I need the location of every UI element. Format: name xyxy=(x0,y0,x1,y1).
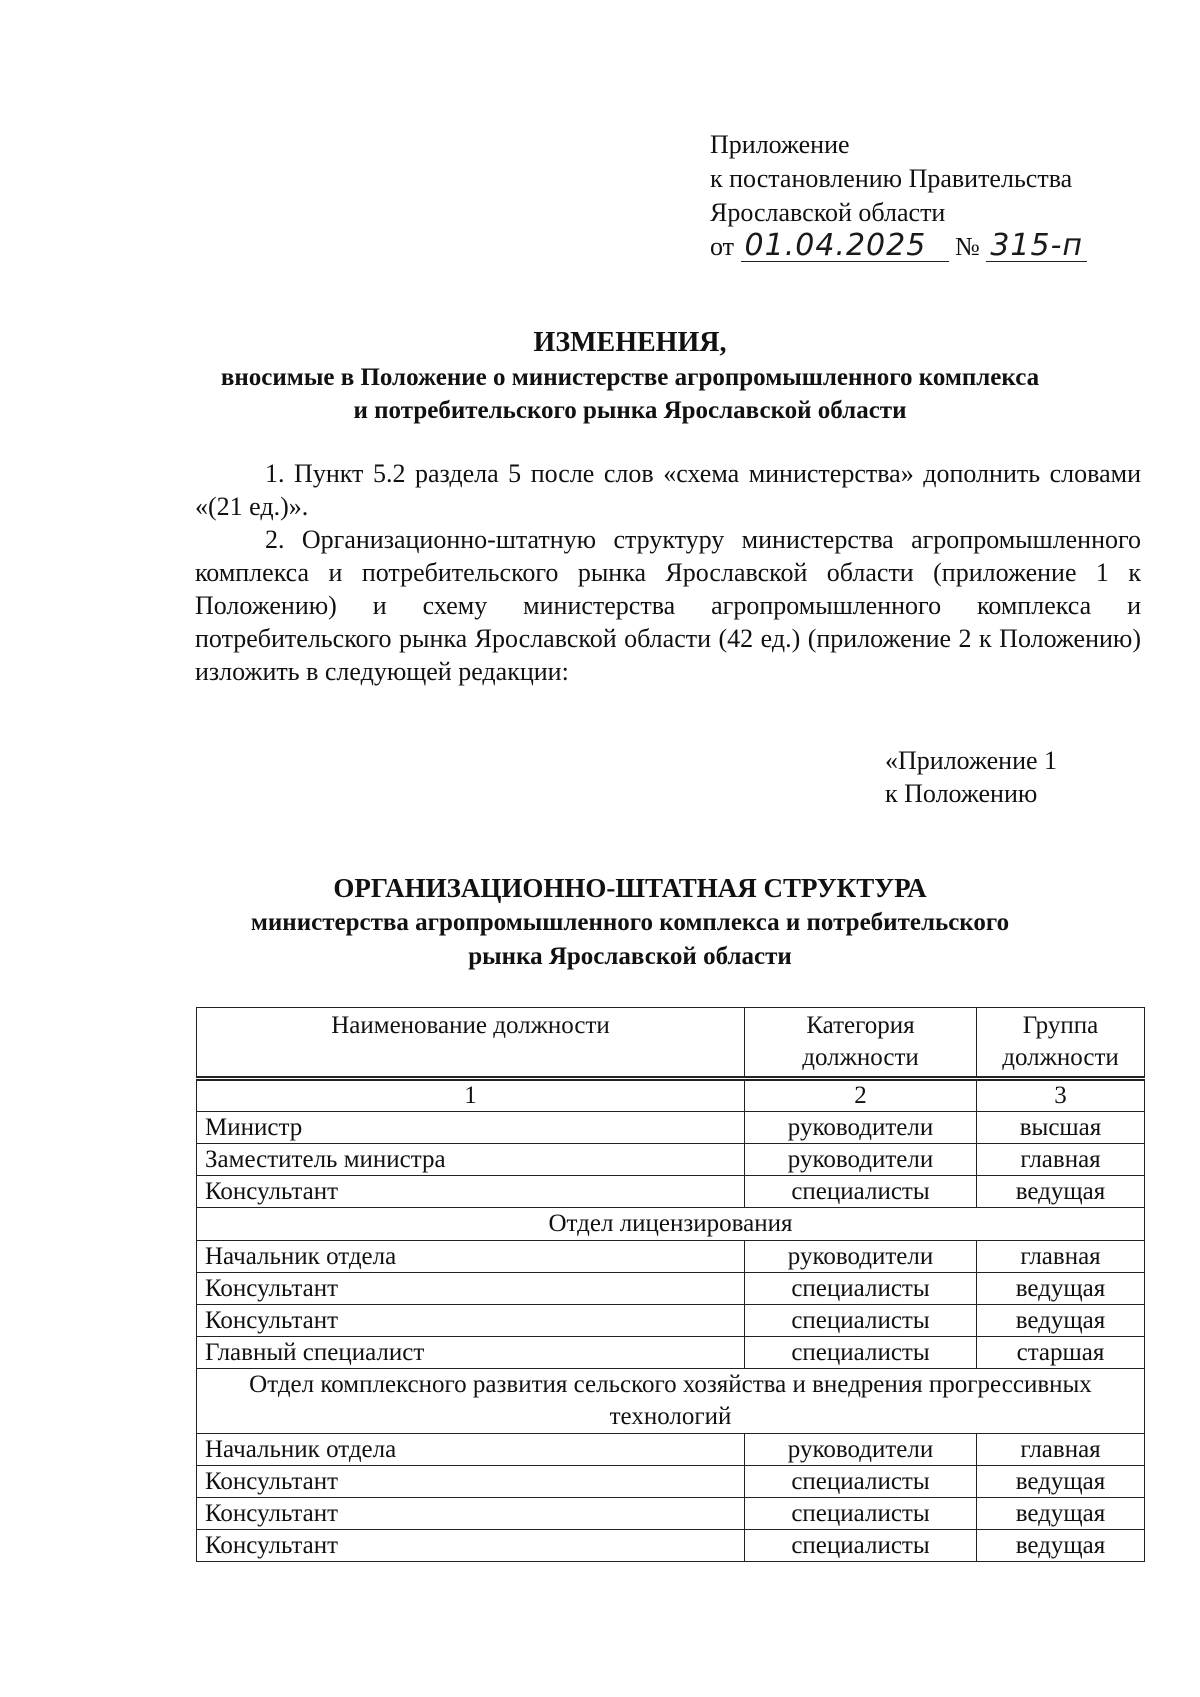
category-cell: специалисты xyxy=(745,1176,977,1208)
category-cell: специалисты xyxy=(745,1498,977,1530)
appendix-1-line-1: «Приложение 1 xyxy=(885,746,1058,775)
section-row xyxy=(197,1208,1145,1241)
title-sub-2: и потребительского рынка Ярославской области xyxy=(353,397,907,424)
position-name-cell: Начальник отдела xyxy=(197,1241,745,1273)
group-cell: ведущая xyxy=(977,1176,1145,1208)
table-row xyxy=(197,1112,1145,1144)
handwritten-number: 315-п xyxy=(986,231,1087,262)
structure-title-sub-1: министерства агропромышленного комплекса и потребительского xyxy=(250,909,1010,936)
handwritten-date: 01.04.2025 xyxy=(741,231,949,262)
group-cell: ведущая xyxy=(977,1305,1145,1337)
section-title: Отдел комплексного развития сельского хозяйства и внедрения прогрессивных технологий xyxy=(197,1369,1145,1434)
annex-line-3: Ярославской области xyxy=(710,198,946,227)
appendix-1-header xyxy=(885,744,1057,810)
position-name-cell: Консультант xyxy=(197,1466,745,1498)
group-cell: ведущая xyxy=(977,1273,1145,1305)
category-cell: специалисты xyxy=(745,1530,977,1562)
title-main: ИЗМЕНЕНИЯ, xyxy=(533,327,727,358)
annex-line-2: к постановлению Правительства xyxy=(710,164,1073,193)
appendix-1-line-2: к Положению xyxy=(885,779,1038,808)
section-row xyxy=(197,1369,1145,1434)
position-name-cell: Консультант xyxy=(197,1498,745,1530)
category-cell: руководители xyxy=(745,1112,977,1144)
group-cell: главная xyxy=(977,1434,1145,1466)
column-number-3: 3 xyxy=(977,1079,1145,1112)
table-row xyxy=(197,1530,1145,1562)
table-header-row xyxy=(197,1008,1145,1079)
category-cell: специалисты xyxy=(745,1466,977,1498)
structure-title xyxy=(150,870,1110,974)
table-row xyxy=(197,1434,1145,1466)
table-row xyxy=(197,1273,1145,1305)
category-cell: руководители xyxy=(745,1241,977,1273)
column-number-2: 2 xyxy=(745,1079,977,1112)
body-text xyxy=(195,457,1141,688)
category-cell: специалисты xyxy=(745,1305,977,1337)
category-cell: руководители xyxy=(745,1434,977,1466)
position-name-cell: Министр xyxy=(197,1112,745,1144)
structure-title-sub-2: рынка Ярославской области xyxy=(468,943,792,970)
table-row xyxy=(197,1144,1145,1176)
position-name-cell: Консультант xyxy=(197,1176,745,1208)
group-cell: главная xyxy=(977,1241,1145,1273)
group-cell: ведущая xyxy=(977,1466,1145,1498)
paragraph-2: 2. Организационно-штатную структуру министерства агропромышленного комплекса и потребительского рынка Ярославской области (приложение 1 к Положению) и схему министерства агропромышленного комплекса и потребительского рынка Ярославской области (42 ед.) (приложение 2 к Положению) изложить в следующей редакции: xyxy=(195,525,1141,686)
position-name-cell: Консультант xyxy=(197,1273,745,1305)
annex-date-line xyxy=(710,230,1087,264)
column-number-1: 1 xyxy=(197,1079,745,1112)
table-row xyxy=(197,1498,1145,1530)
category-cell: специалисты xyxy=(745,1273,977,1305)
annex-line-1: Приложение xyxy=(710,130,850,159)
number-label: № xyxy=(955,232,980,261)
category-cell: специалисты xyxy=(745,1337,977,1369)
table-row xyxy=(197,1176,1145,1208)
group-cell: высшая xyxy=(977,1112,1145,1144)
category-cell: руководители xyxy=(745,1144,977,1176)
group-cell: главная xyxy=(977,1144,1145,1176)
position-name-cell: Консультант xyxy=(197,1530,745,1562)
paragraph-1: 1. Пункт 5.2 раздела 5 после слов «схема министерства» дополнить словами «(21 ед.)». xyxy=(195,459,1141,521)
header-category: Категория должности xyxy=(745,1008,977,1079)
staff-table-body xyxy=(197,1112,1145,1562)
header-position-name: Наименование должности xyxy=(197,1008,745,1079)
table-row xyxy=(197,1466,1145,1498)
section-title: Отдел лицензирования xyxy=(197,1208,1145,1241)
structure-title-main: ОРГАНИЗАЦИОННО-ШТАТНАЯ СТРУКТУРА xyxy=(333,873,927,903)
from-label: от xyxy=(710,232,735,261)
table-number-row xyxy=(197,1079,1145,1112)
title-sub-1: вносимые в Положение о министерстве агропромышленного комплекса xyxy=(220,364,1040,391)
group-cell: ведущая xyxy=(977,1498,1145,1530)
table-row xyxy=(197,1337,1145,1369)
staff-table xyxy=(196,1007,1145,1562)
changes-title xyxy=(150,325,1110,427)
header-group: Группа должности xyxy=(977,1008,1145,1079)
table-row xyxy=(197,1241,1145,1273)
group-cell: старшая xyxy=(977,1337,1145,1369)
annex-header xyxy=(710,128,1087,264)
position-name-cell: Консультант xyxy=(197,1305,745,1337)
position-name-cell: Заместитель министра xyxy=(197,1144,745,1176)
table-row xyxy=(197,1305,1145,1337)
position-name-cell: Главный специалист xyxy=(197,1337,745,1369)
group-cell: ведущая xyxy=(977,1530,1145,1562)
position-name-cell: Начальник отдела xyxy=(197,1434,745,1466)
